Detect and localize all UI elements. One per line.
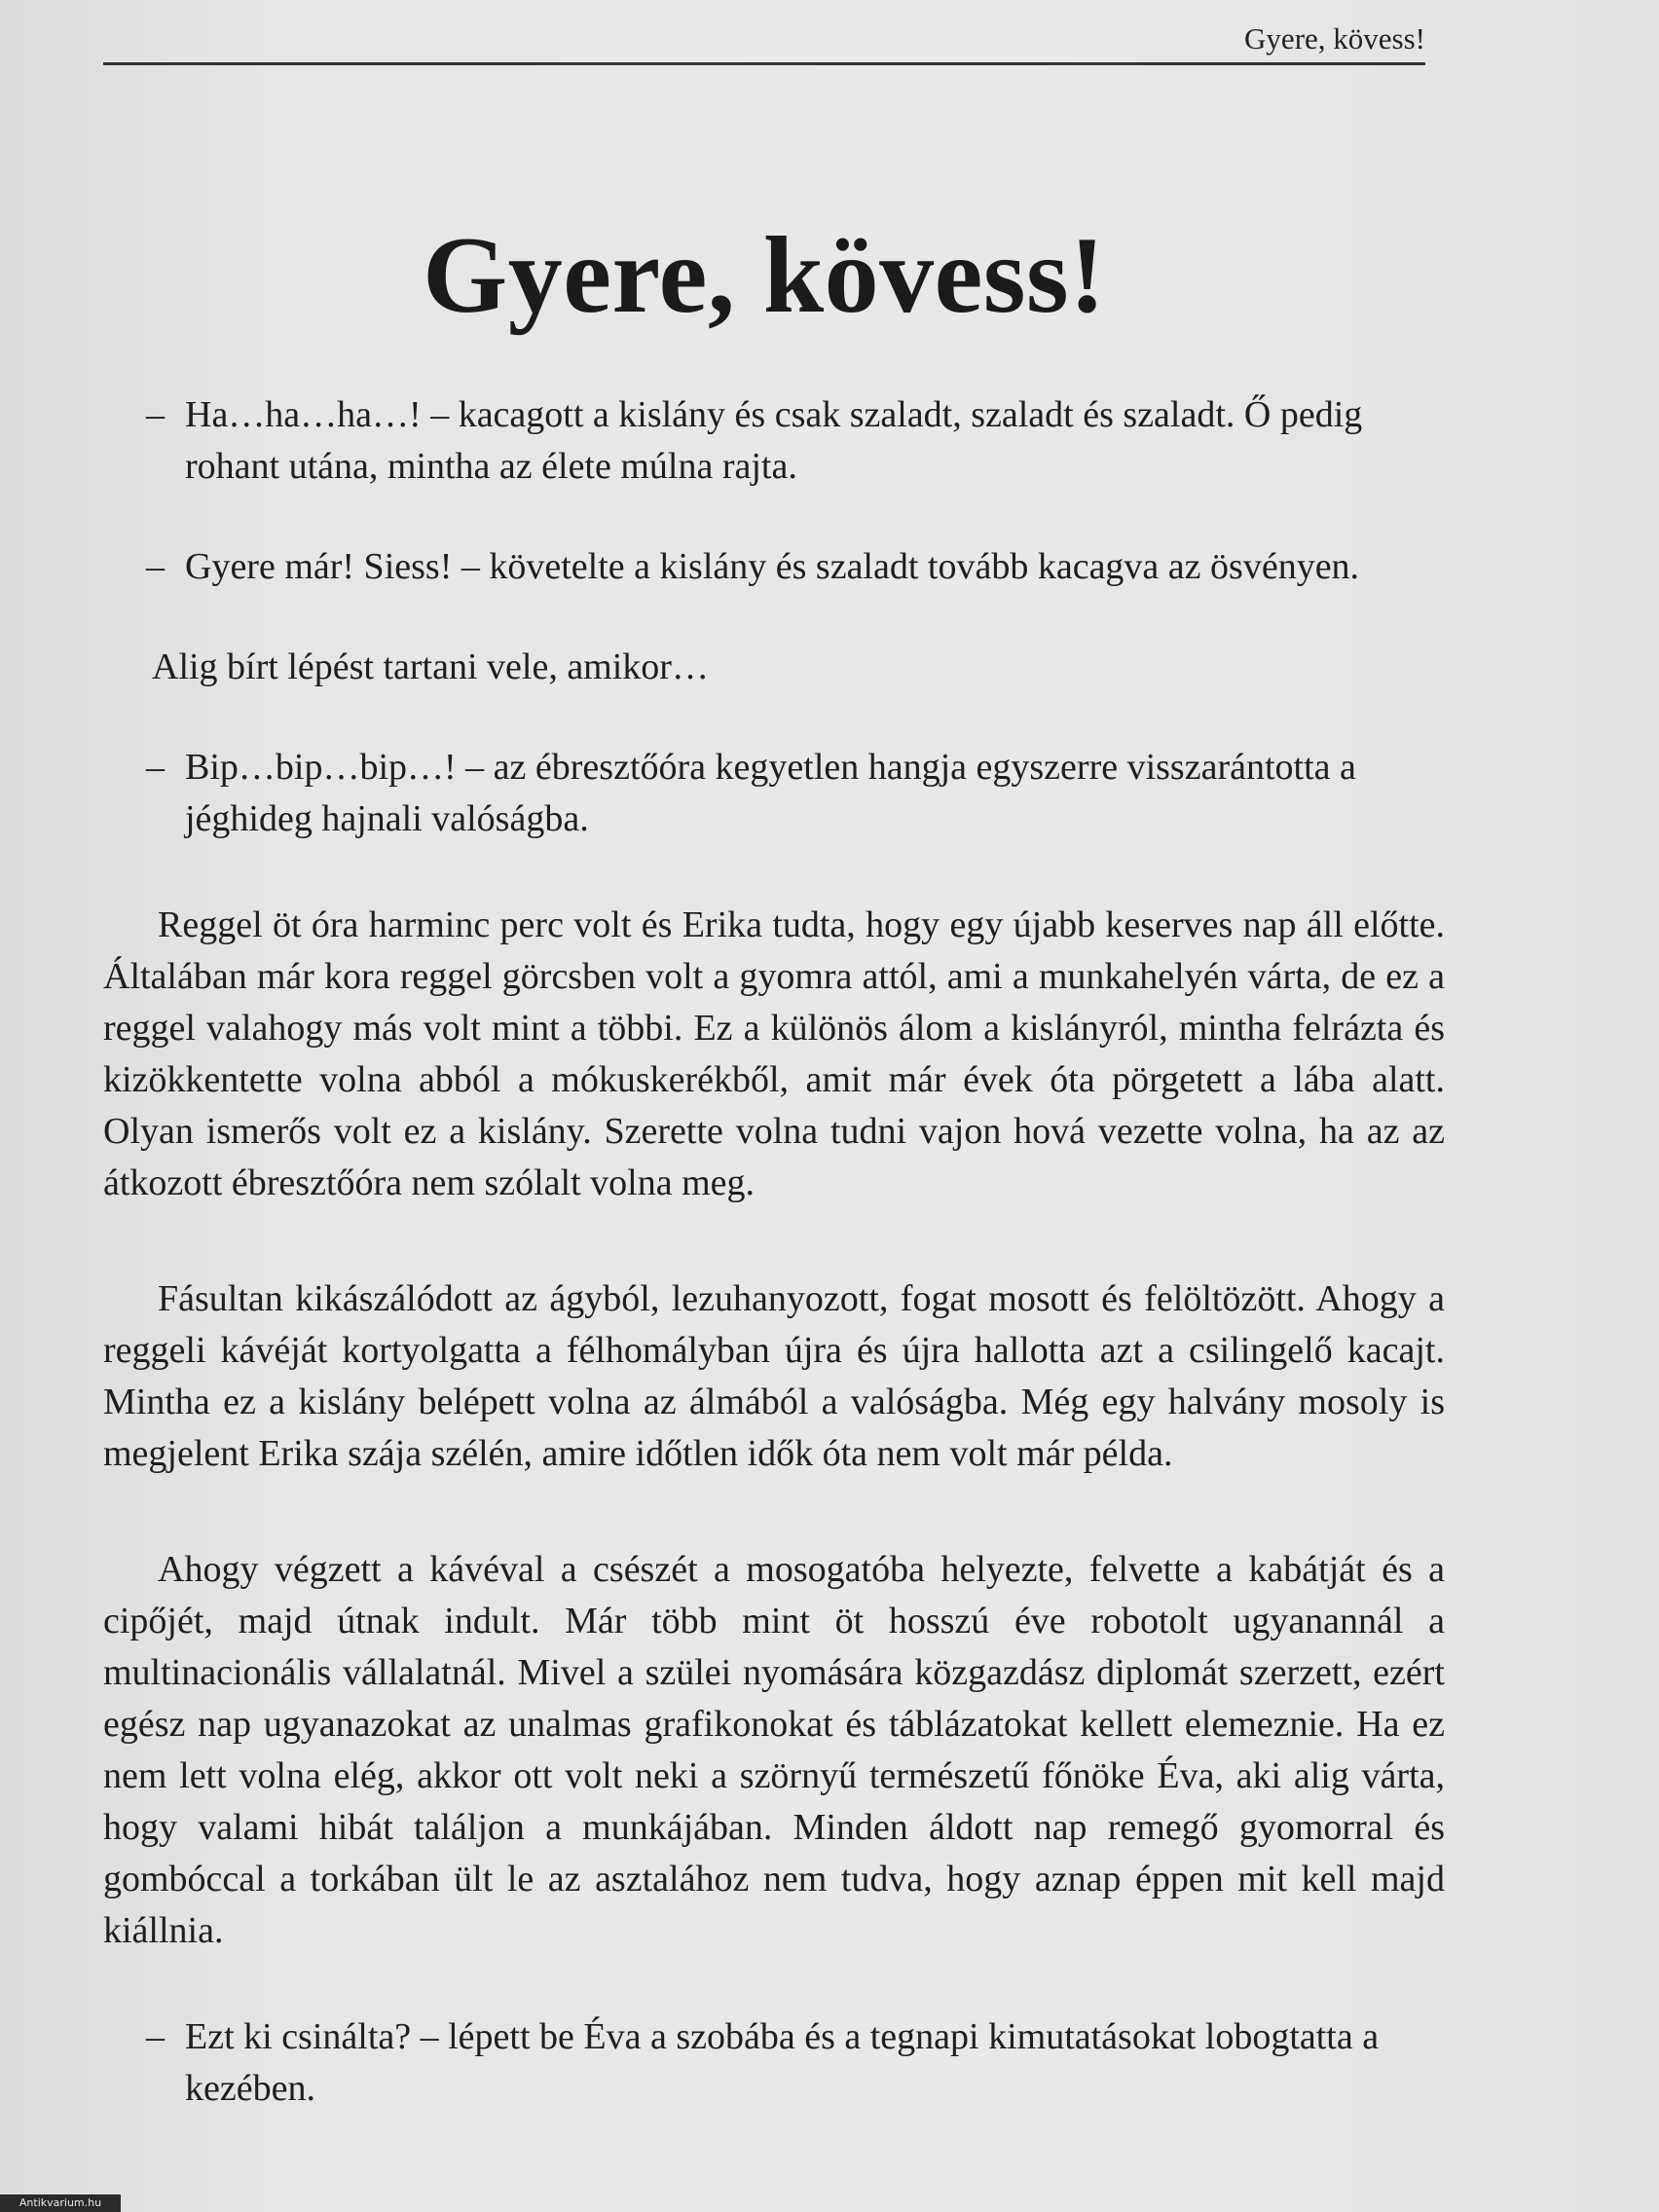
chapter-body <box>103 389 1445 2115</box>
paragraph-text: Ha…ha…ha…! – kacagott a kislány és csak szaladt, szaladt és szaladt. Ő pedig rohant utána, mintha az élete múlna rajta. <box>185 394 1363 487</box>
running-header <box>103 12 1425 65</box>
paragraph-text: Gyere már! Siess! – követelte a kislány és szaladt tovább kacagva az ösvényen. <box>185 546 1360 587</box>
dialogue-dash: – <box>146 546 165 587</box>
paragraph-text: Ezt ki csinálta? – lépett be Éva a szobába és a tegnapi kimutatásokat lobogtatta a kezében. <box>185 2016 1380 2109</box>
dialogue-dash: – <box>146 747 165 788</box>
dialogue-dash: – <box>146 394 165 435</box>
dialogue-paragraph <box>103 742 1445 845</box>
dialogue-paragraph <box>103 389 1445 493</box>
narrative-paragraph: Ahogy végzett a kávéval a csészét a mosogatóba helyezte, felvette a kabátját és a cipőjét, majd útnak indult. Már több mint öt hosszú éve robotolt ugyanannál a multinacionális vállalatnál. Mivel a szülei nyomására közgazdász diplomát szerzett, ezért egész nap ugyanazokat az unalmas grafikonokat és táblázatokat kellett elemeznie. Ha ez nem lett volna elég, akkor ott volt neki a szörnyű természetű főnöke Éva, aki alig várta, hogy valami hibát találjon a munkájában. Minden áldott nap remegő gyomorral és gombóccal a torkában ült le az asztalához nem tudva, hogy aznap éppen mit kell majd kiállnia. <box>103 1549 1445 1951</box>
dialogue-paragraph <box>103 541 1445 593</box>
narrative-paragraph: Reggel öt óra harminc perc volt és Erika tudta, hogy egy újabb keserves nap áll előtte. Általában már kora reggel görcsben volt a gyomra attól, ami a munkahelyén várta, de ez a reggel valahogy más volt mint a többi. Ez a különös álom a kislányról, mintha felrázta és kizökkentette volna abból a mókuskerékből, amit már évek óta pörgetett a lába alatt. Olyan ismerős volt ez a kislány. Szerette volna tudni vajon hová vezette volna, ha az az átkozott ébresztőóra nem szólalt volna meg. <box>103 904 1445 1203</box>
chapter-title: Gyere, kövess! <box>423 215 1106 336</box>
running-title: Gyere, kövess! <box>1244 21 1425 55</box>
dialogue-paragraph <box>103 2011 1445 2115</box>
narrative-line: Alig bírt lépést tartani vele, amikor… <box>152 646 709 687</box>
narrative-paragraph: Fásultan kikászálódott az ágyból, lezuhanyozott, fogat mosott és felöltözött. Ahogy a reggeli kávéját kortyolgatta a félhomályban újra és újra hallotta azt a csilingelő kacajt. Mintha ez a kislány belépett volna az álmából a valóságba. Még egy halvány mosoly is megjelent Erika szája szélén, amire időtlen idők óta nem volt már példa. <box>103 1278 1445 1474</box>
dialogue-dash: – <box>146 2016 165 2057</box>
paragraph-text: Bip…bip…bip…! – az ébresztőóra kegyetlen hangja egyszerre visszarántotta a jéghideg hajnali valóságba. <box>185 747 1356 839</box>
watermark: Antikvarium.hu <box>0 2194 121 2212</box>
